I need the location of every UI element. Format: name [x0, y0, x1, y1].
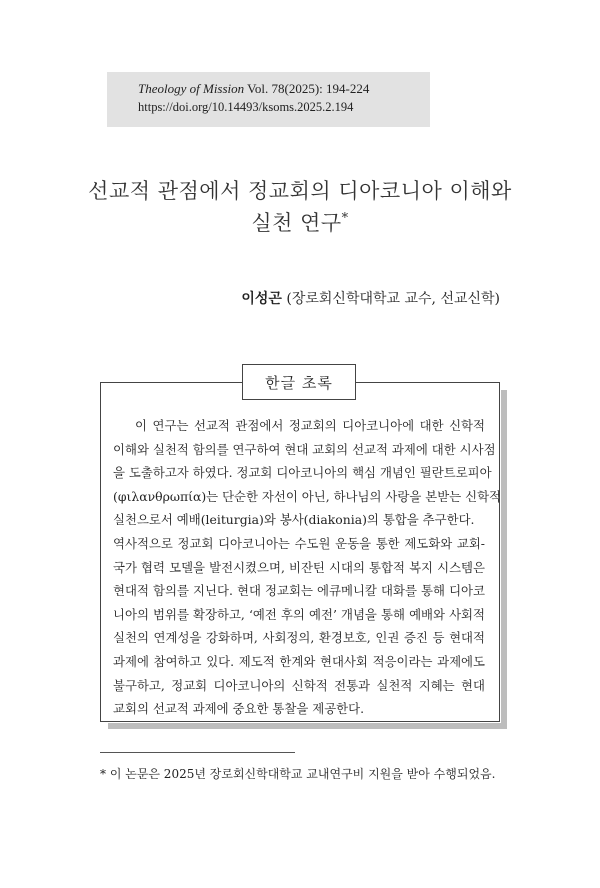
journal-citation [138, 81, 369, 97]
abstract-line: 과제에 참여하고 있다. 제도적 한계와 현대사회 적응이라는 과제에도 [113, 653, 485, 669]
abstract-line: 실천의 연계성을 강화하며, 사회정의, 환경보호, 인권 증진 등 현대적 [113, 630, 485, 646]
abstract-line: 이해와 실천적 함의를 연구하여 현대 교회의 선교적 과제에 대한 시사점 [113, 441, 496, 457]
paper-title-line2-text: 실천 연구 [251, 211, 342, 235]
abstract-line: 실천으로서 예배(leiturgia)와 봉사(diakonia)의 통합을 추구한다. [113, 512, 475, 528]
abstract-line: 국가 협력 모델을 발전시켰으며, 비잔틴 시대의 통합적 복지 시스템은 [113, 559, 485, 575]
journal-name: Theology of Mission [138, 81, 245, 96]
author-affiliation: (장로회신학대학교 교수, 선교신학) [281, 291, 500, 307]
abstract-line: 교회의 선교적 과제에 중요한 통찰을 제공한다. [113, 701, 365, 717]
abstract-line: 불구하고, 정교회 디아코니아의 신학적 전통과 실천적 지혜는 현대 [113, 677, 485, 693]
abstract-line: 현대적 함의를 지닌다. 현대 정교회는 에큐메니칼 대화를 통해 디아코 [113, 583, 485, 599]
abstract-line: (φιλανθρωπία)는 단순한 자선이 아닌, 하나님의 사랑을 본받는 신학적 [113, 488, 502, 504]
abstract-heading: 한글 초록 [242, 364, 356, 400]
abstract-line: 이 연구는 선교적 관점에서 정교회의 디아코니아에 대한 신학적 [135, 418, 485, 433]
abstract-line: 을 도출하고자 하였다. 정교회 디아코니아의 핵심 개념인 필란트로피아 [113, 465, 492, 481]
abstract-line: 역사적으로 정교회 디아코니아는 수도원 운동을 통한 제도화와 교회- [113, 535, 485, 551]
volume-info: Vol. 78(2025): 194-224 [244, 81, 370, 96]
title-footnote-mark[interactable]: * [341, 211, 349, 226]
footnote-divider [100, 752, 295, 753]
paper-title-line1: 선교적 관점에서 정교회의 디아코니아 이해와 [88, 179, 512, 203]
doi-link[interactable]: https://doi.org/10.14493/ksoms.2025.2.194 [138, 100, 354, 114]
footnote: * 이 논문은 2025년 장로회신학대학교 교내연구비 지원을 받아 수행되었음. [100, 767, 496, 781]
paper-title-line2 [0, 207, 600, 237]
author-name: 이성곤 [241, 291, 282, 307]
author-line [241, 288, 500, 308]
abstract-body [113, 414, 502, 721]
abstract-line: 니아의 범위를 확장하고, ‘예전 후의 예전’ 개념을 통해 예배와 사회적 [113, 606, 485, 622]
